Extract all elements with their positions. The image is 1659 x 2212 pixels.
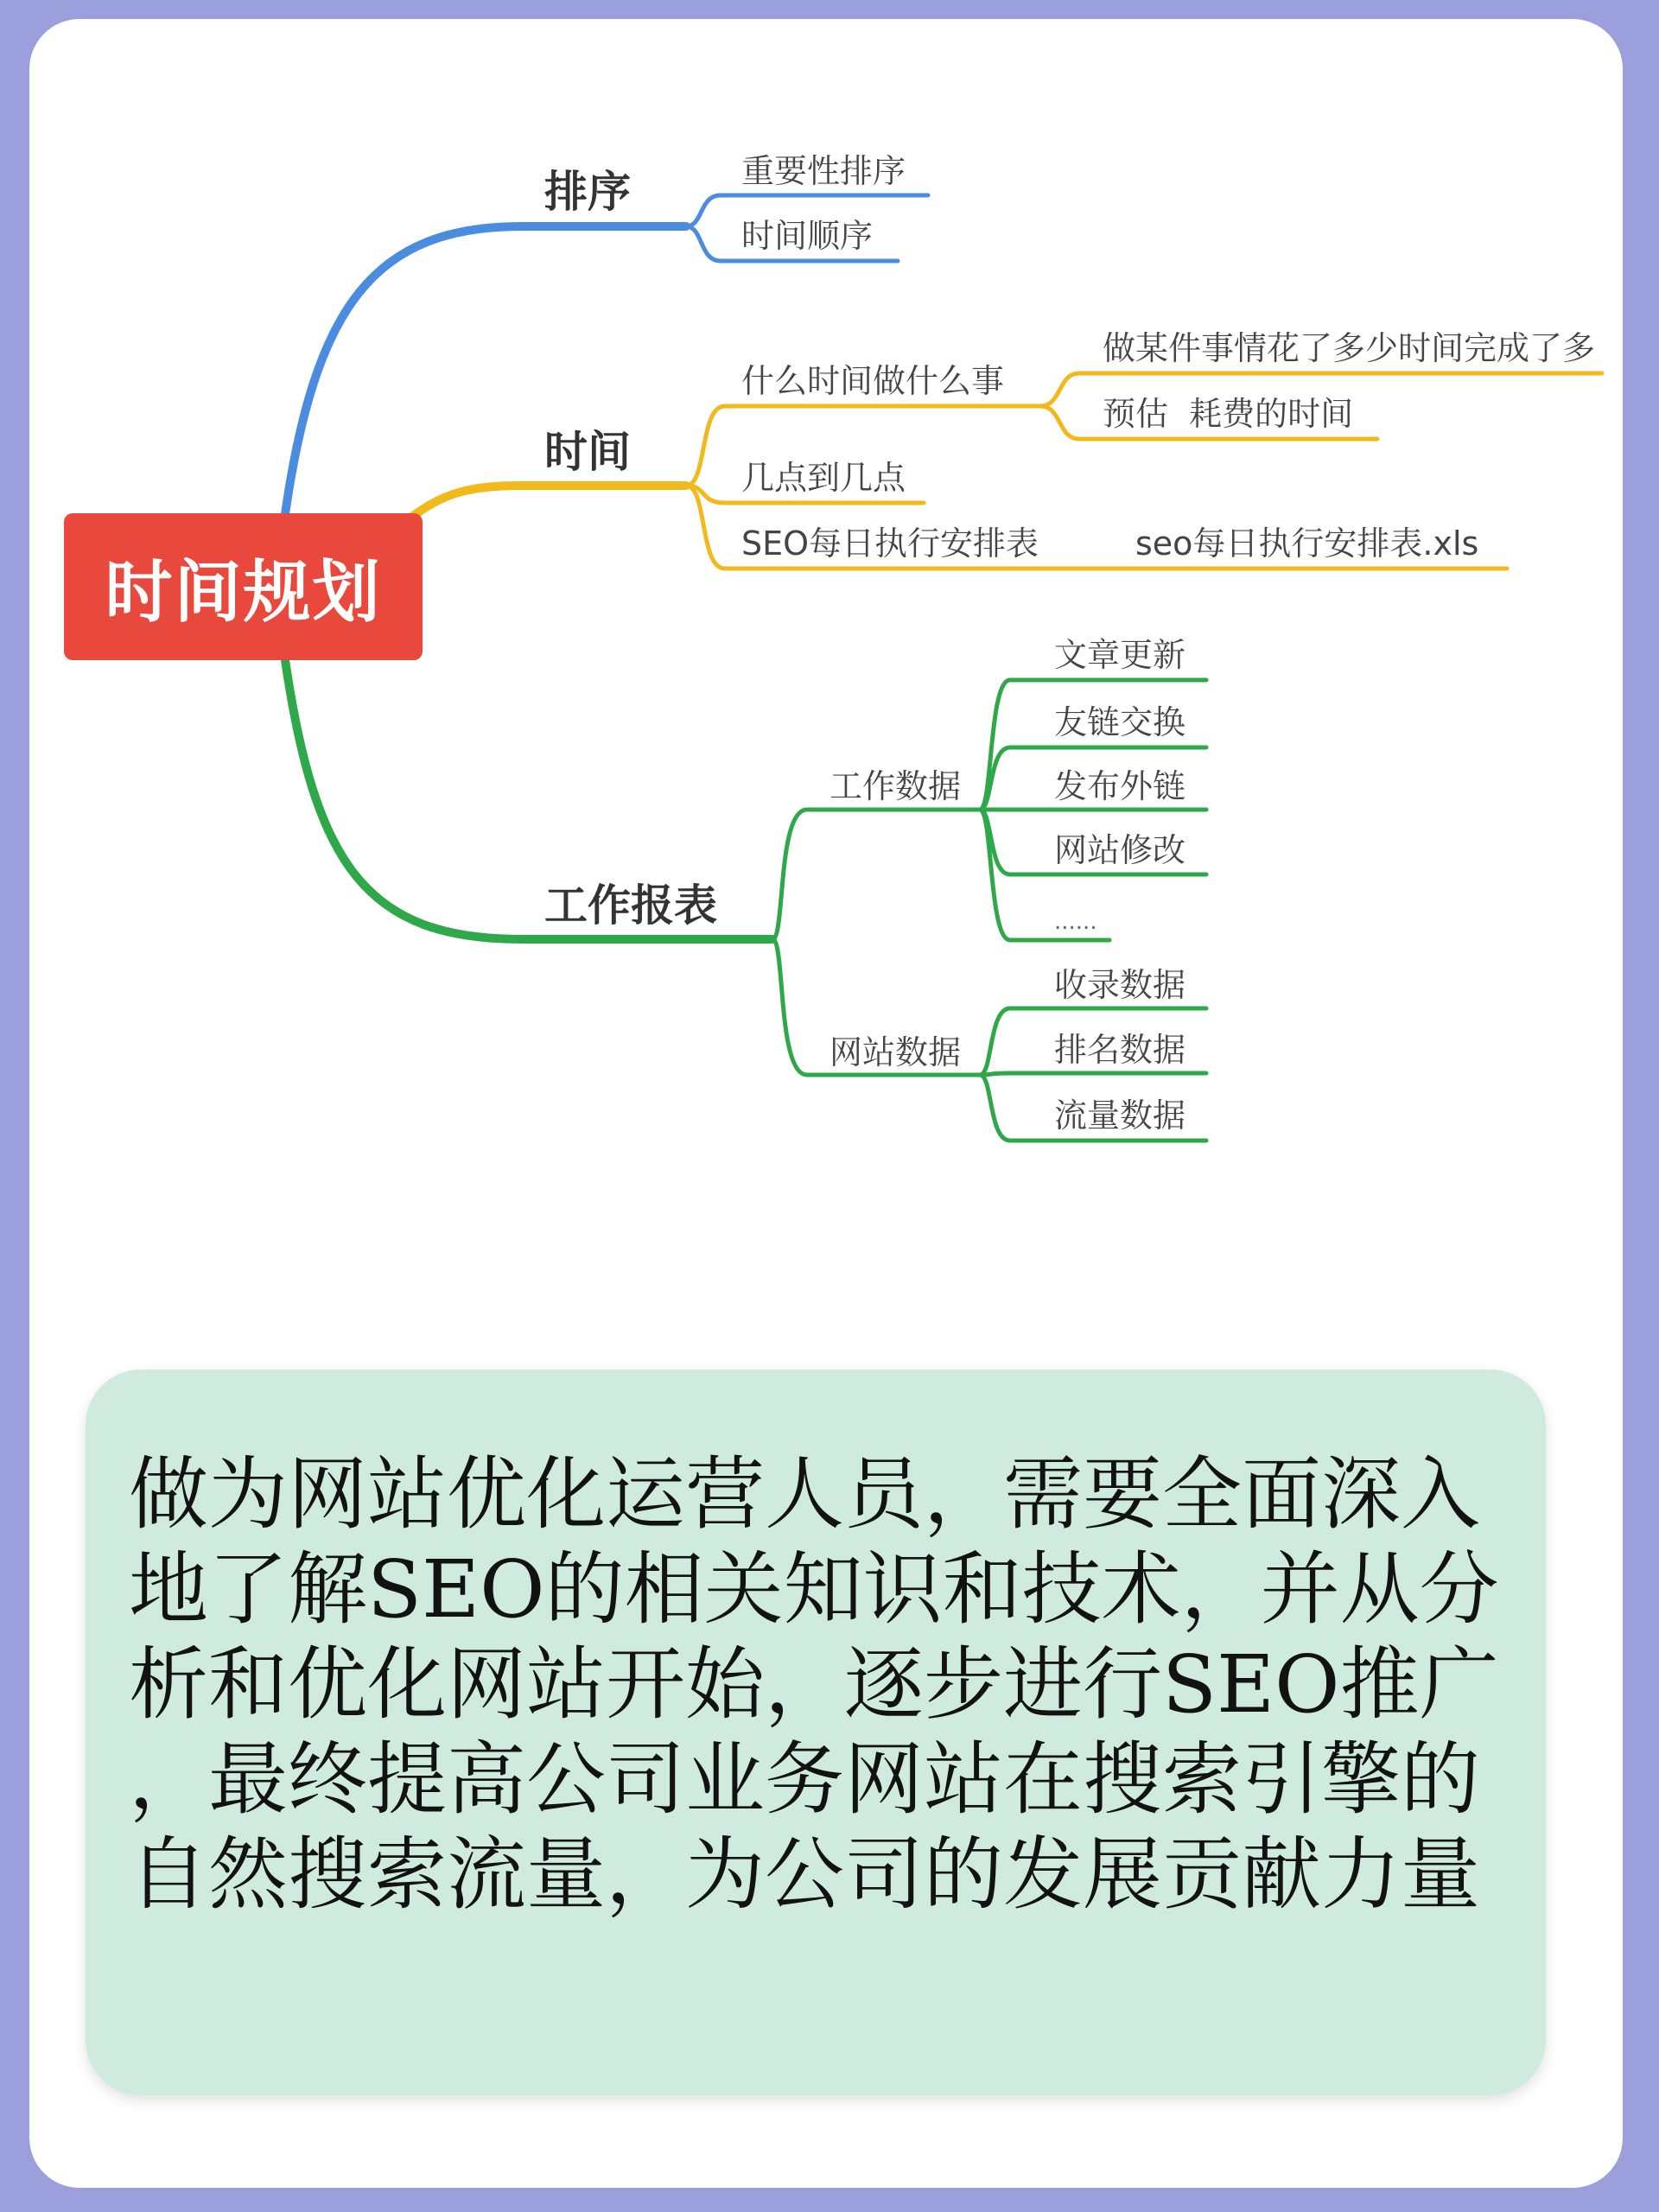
node-sort: 排序	[544, 167, 631, 217]
node-traffic-data: 流量数据	[1054, 1096, 1186, 1135]
root-node: 时间规划	[64, 513, 423, 660]
summary-line: 自然搜索流量，为公司的发展贡献力量	[129, 1828, 1481, 1921]
node-estimate: 预估 耗费的时间	[1103, 395, 1354, 433]
node-external-links: 发布外链	[1054, 767, 1186, 805]
summary-text	[129, 1447, 1511, 1923]
node-time-order: 时间顺序	[741, 217, 874, 255]
edge-report-work	[772, 810, 980, 939]
edge-root-time	[410, 486, 686, 518]
node-site-data: 网站数据	[830, 1033, 962, 1071]
summary-note	[86, 1370, 1546, 2095]
node-link-exchange: 友链交换	[1054, 703, 1186, 741]
edge-site-2	[980, 1073, 1206, 1075]
node-what-when: 什么时间做什么事	[741, 362, 1005, 400]
node-article-update: 文章更新	[1054, 636, 1186, 674]
mindmap-connectors	[29, 19, 1623, 1315]
summary-line: 地了解SEO的相关知识和技术，并从分	[129, 1543, 1499, 1636]
summary-line: 做为网站优化运营人员，需要全面深入	[129, 1448, 1481, 1541]
node-ellipsis: ......	[1054, 909, 1097, 935]
node-schedule: SEO每日执行安排表	[741, 524, 1039, 563]
node-rank-data: 排名数据	[1054, 1031, 1186, 1069]
node-hours: 几点到几点	[741, 459, 906, 497]
node-site-edit: 网站修改	[1054, 831, 1186, 869]
node-work-data: 工作数据	[830, 767, 962, 805]
node-schedule-file: seo每日执行安排表.xls	[1135, 524, 1479, 563]
node-time: 时间	[544, 427, 631, 477]
node-importance-sort: 重要性排序	[741, 152, 906, 190]
summary-line: 析和优化网站开始，逐步进行SEO推广	[129, 1638, 1499, 1731]
node-report: 工作报表	[544, 880, 717, 931]
node-duration: 做某件事情花了多少时间完成了多	[1103, 332, 1596, 365]
summary-line: ，最终提高公司业务网站在搜索引擎的	[129, 1733, 1481, 1826]
content-card	[29, 19, 1623, 2188]
node-index-data: 收录数据	[1054, 966, 1186, 1004]
